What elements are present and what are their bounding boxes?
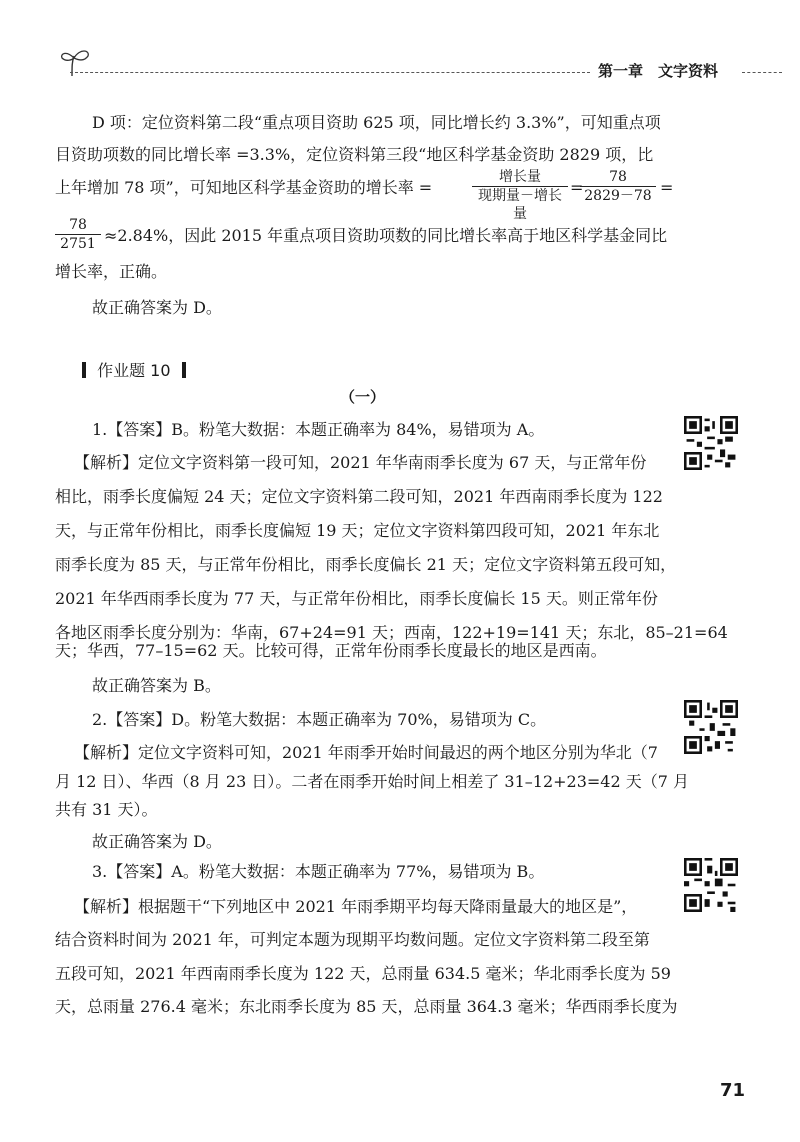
answer-line-q2: 2.【答案】D。粉笔大数据：本题正确率为 70%，易错项为 C。 (92, 710, 547, 729)
analysis-line: 共有 31 天）。 (55, 800, 158, 819)
conclusion-line: 故正确答案为 D。 (92, 832, 222, 851)
analysis-line: 天，与正常年份相比，雨季长度偏短 19 天；定位文字资料第四段可知，2021 年东北 (55, 521, 660, 540)
analysis-line: 各地区雨季长度分别为：华南，67+24=91 天；西南，122+19=141 天；东北，85–21=64 (55, 623, 728, 642)
qr-code-icon[interactable] (684, 858, 738, 912)
fraction-denominator: 2751 (60, 236, 96, 252)
paragraph-line: ≈2.84%，因此 2015 年重点项目资助项数的同比增长率高于地区科学基金同比 (104, 226, 668, 245)
title-bar-right (182, 362, 186, 378)
analysis-line: 2021 年华西雨季长度为 77 天，与正常年份相比，雨季长度偏长 15 天。则正常年份 (55, 589, 658, 608)
header-rule (70, 72, 590, 73)
analysis-line: 月 12 日）、华西（8 月 23 日）。二者在雨季开始时间上相差了 31–12+23=42 天（7 月 (55, 772, 690, 791)
qr-code-icon[interactable] (684, 416, 738, 470)
fraction-numerator: 78 (580, 168, 656, 187)
analysis-line: 天，总雨量 276.4 毫米；东北雨季长度为 85 天，总雨量 364.3 毫米；华西雨季长度为 (55, 997, 678, 1016)
header-rule-end (742, 72, 782, 73)
paragraph-line: 上年增加 78 项”，可知地区科学基金资助的增长率 = (55, 178, 433, 197)
title-bar-left (82, 362, 86, 378)
analysis-line: 相比，雨季长度偏短 24 天；定位文字资料第二段可知，2021 年西南雨季长度为 122 (55, 487, 663, 506)
section-title-text: 作业题 10 (97, 361, 171, 380)
section-title (82, 358, 186, 381)
analysis-line: 五段可知，2021 年西南雨季长度为 122 天，总雨量 634.5 毫米；华北雨季长度为 59 (55, 964, 671, 983)
paragraph-line: 增长率，正确。 (55, 262, 168, 281)
equals-sign: = (570, 178, 584, 197)
paragraph-line: 故正确答案为 D。 (92, 298, 222, 317)
analysis-line: 【解析】定位文字资料第一段可知，2021 年华南雨季长度为 67 天，与正常年份 (74, 453, 647, 472)
fraction-denominator: 现期量－增长量 (478, 188, 562, 222)
sub-heading: （一） (340, 388, 386, 406)
paragraph-line: 目资助项数的同比增长率 =3.3%，定位资料第三段“地区科学基金资助 2829 项，比 (55, 145, 654, 164)
sprout-logo-icon (58, 46, 98, 80)
conclusion-line: 故正确答案为 B。 (92, 676, 221, 695)
equals-sign: = (660, 178, 674, 197)
analysis-line: 【解析】定位文字资料可知，2021 年雨季开始时间最迟的两个地区分别为华北（7 (74, 743, 658, 762)
paragraph-line: D 项：定位资料第二段“重点项目资助 625 项，同比增长约 3.3%”，可知重点项 (92, 113, 661, 132)
fraction-numerator: 增长量 (472, 168, 568, 187)
fraction-denominator: 2829－78 (584, 188, 652, 204)
analysis-line: 雨季长度为 85 天，与正常年份相比，雨季长度偏长 21 天；定位文字资料第五段可知， (55, 555, 677, 574)
analysis-line: 结合资料时间为 2021 年，可判定本题为现期平均数问题。定位文字资料第二段至第 (55, 930, 650, 949)
fraction-numerator: 78 (55, 216, 101, 235)
page-number: 71 (720, 1080, 746, 1101)
fraction-growth-formula (472, 168, 568, 223)
analysis-line: 天；华西，77–15=62 天。比较可得，正常年份雨季长度最长的地区是西南。 (55, 641, 607, 660)
fraction-78-over-2751 (55, 216, 101, 253)
analysis-line: 【解析】根据题干“下列地区中 2021 年雨季期平均每天降雨量最大的地区是”， (74, 897, 638, 916)
fraction-78-over-2829-78 (580, 168, 656, 205)
answer-line-q1: 1.【答案】B。粉笔大数据：本题正确率为 84%，易错项为 A。 (92, 420, 545, 439)
chapter-title: 第一章 文字资料 (598, 62, 719, 80)
qr-code-icon[interactable] (684, 700, 738, 754)
answer-line-q3: 3.【答案】A。粉笔大数据：本题正确率为 77%，易错项为 B。 (92, 862, 545, 881)
